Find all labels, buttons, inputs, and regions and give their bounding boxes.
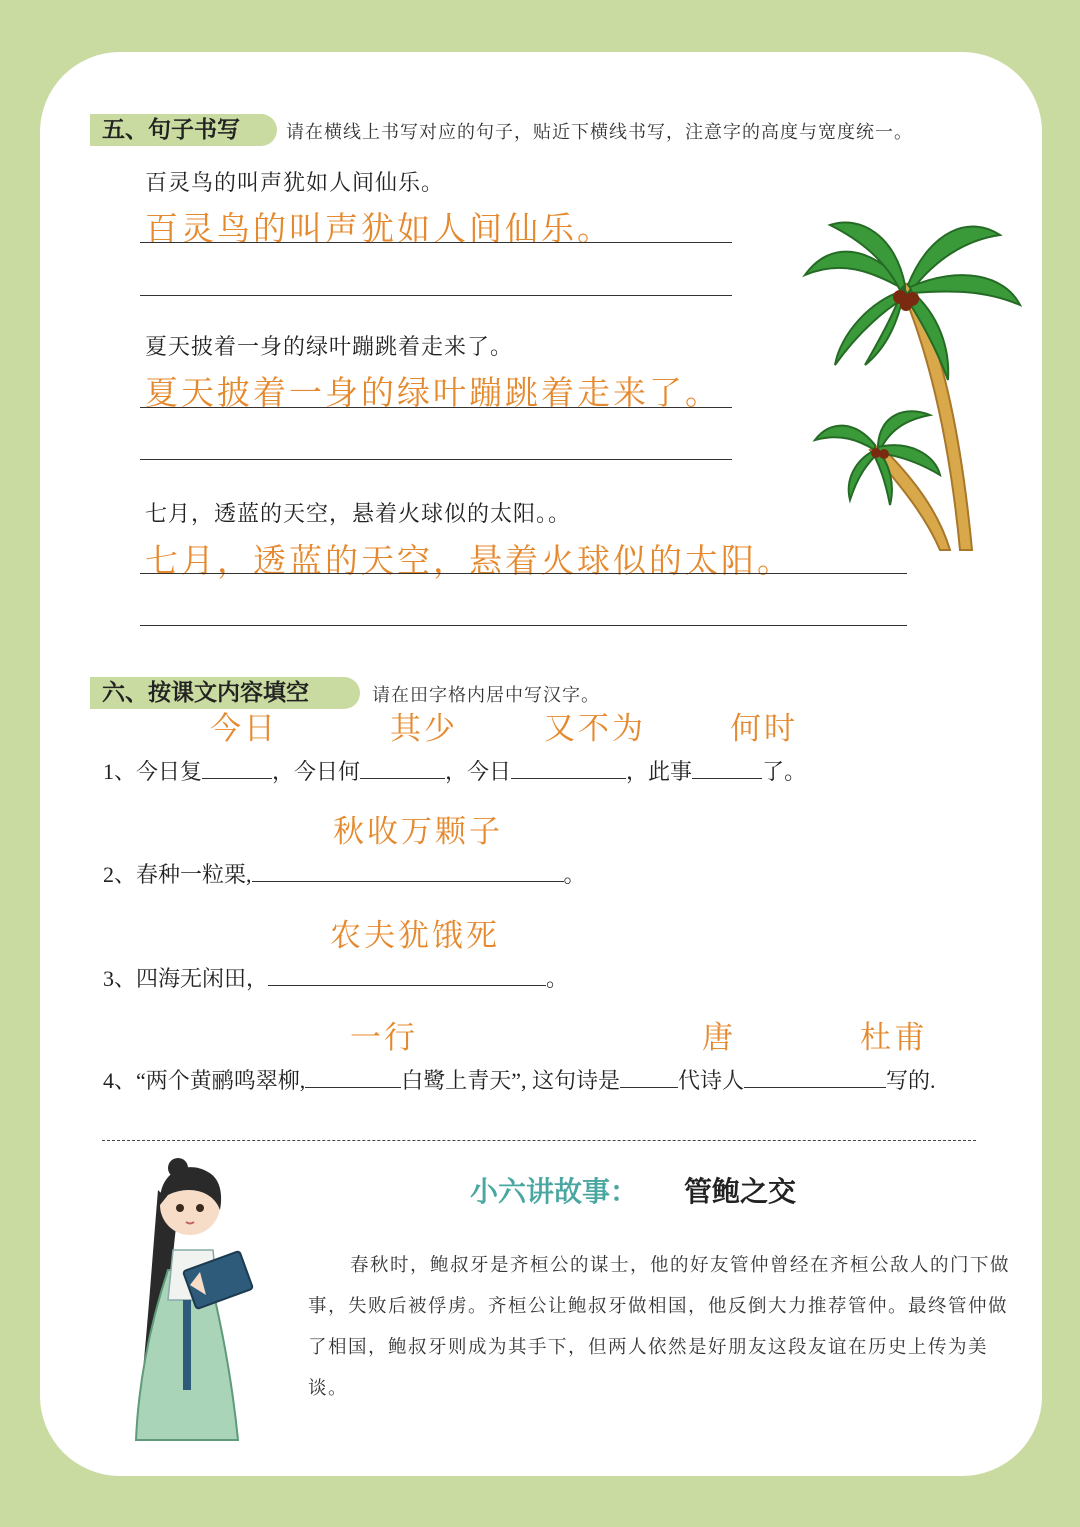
question-text: 2、春种一粒栗,: [103, 862, 252, 887]
answer-4c: 杜甫: [860, 1020, 928, 1056]
answer-1a: 今日: [210, 711, 278, 747]
fill-blank[interactable]: [511, 758, 626, 779]
question-text: 3、四海无闲田，: [103, 966, 269, 991]
section5-title: 五、句子书写: [90, 114, 277, 146]
section-divider: [102, 1140, 976, 1141]
answer-4b: 唐: [702, 1020, 736, 1056]
section6-title: 六、按课文内容填空: [90, 677, 360, 709]
question-text: 写的.: [886, 1068, 936, 1093]
question-text: 。: [563, 862, 586, 887]
writing-line: [140, 242, 732, 243]
question-text: 。: [546, 966, 569, 991]
story-title-main: 管鲍之交: [684, 1175, 797, 1208]
question-3: [103, 962, 568, 993]
fill-blank[interactable]: [620, 1067, 678, 1088]
question-1: [103, 755, 806, 786]
question-4: [103, 1064, 936, 1095]
fill-blank[interactable]: [360, 758, 445, 779]
question-text: 4、“两个黄鹂鸣翠柳,: [103, 1068, 306, 1093]
writing-line: [140, 459, 732, 460]
answer-2: 秋收万颗子: [333, 814, 503, 850]
question-text: 代诗人: [678, 1068, 745, 1093]
question-text: 白鹭上青天”, 这句诗是: [401, 1068, 621, 1093]
palm-tree-icon: [800, 205, 1030, 555]
question-2: [103, 858, 586, 889]
question-text: ，今日何: [272, 759, 361, 784]
handwritten-sentence-2: 夏天披着一身的绿叶蹦跳着走来了。: [145, 373, 721, 412]
fill-blank[interactable]: [252, 861, 564, 882]
model-sentence-1: 百灵鸟的叫声犹如人间仙乐。: [145, 171, 445, 196]
writing-line: [140, 625, 907, 626]
fill-blank[interactable]: [268, 965, 546, 986]
fill-blank[interactable]: [744, 1067, 886, 1088]
story-title-prefix: 小六讲故事：: [470, 1175, 639, 1208]
fill-blank[interactable]: [202, 758, 272, 779]
fill-blank[interactable]: [692, 758, 762, 779]
writing-line: [140, 295, 732, 296]
story-paragraph: 春秋时，鲍叔牙是齐桓公的谋士，他的好友管仲曾经在齐桓公敌人的门下做事，失败后被俘虏。齐桓公让鲍叔牙做相国，他反倒大力推荐管仲。最终管仲做了相国，鲍叔牙则成为其手下，但两人依然是好朋友这段友谊在历史上传为美谈。: [308, 1255, 1011, 1399]
answer-1d: 何时: [730, 711, 798, 747]
answer-4a: 一行: [350, 1020, 418, 1056]
question-text: ，今日: [445, 759, 512, 784]
model-sentence-2: 夏天披着一身的绿叶蹦跳着走来了。: [145, 335, 514, 360]
writing-line: [140, 407, 732, 408]
question-text: 了。: [762, 759, 807, 784]
question-text: ，此事: [626, 759, 693, 784]
question-text: 1、今日复: [103, 759, 203, 784]
section5-instruction: 请在横线上书写对应的句子，贴近下横线书写，注意字的高度与宽度统一。: [286, 122, 913, 143]
girl-reading-icon: [128, 1150, 268, 1450]
handwritten-sentence-1: 百灵鸟的叫声犹如人间仙乐。: [145, 209, 613, 248]
answer-3: 农夫犹饿死: [330, 918, 500, 954]
answer-1c: 又不为: [544, 711, 646, 747]
section6-instruction: 请在田字格内居中写汉字。: [372, 685, 600, 706]
fill-blank[interactable]: [305, 1067, 401, 1088]
answer-1b: 其少: [390, 711, 458, 747]
writing-line: [140, 573, 907, 574]
handwritten-sentence-3: 七月，透蓝的天空，悬着火球似的太阳。: [145, 541, 793, 580]
model-sentence-3: 七月，透蓝的天空，悬着火球似的太阳。。: [145, 502, 572, 527]
